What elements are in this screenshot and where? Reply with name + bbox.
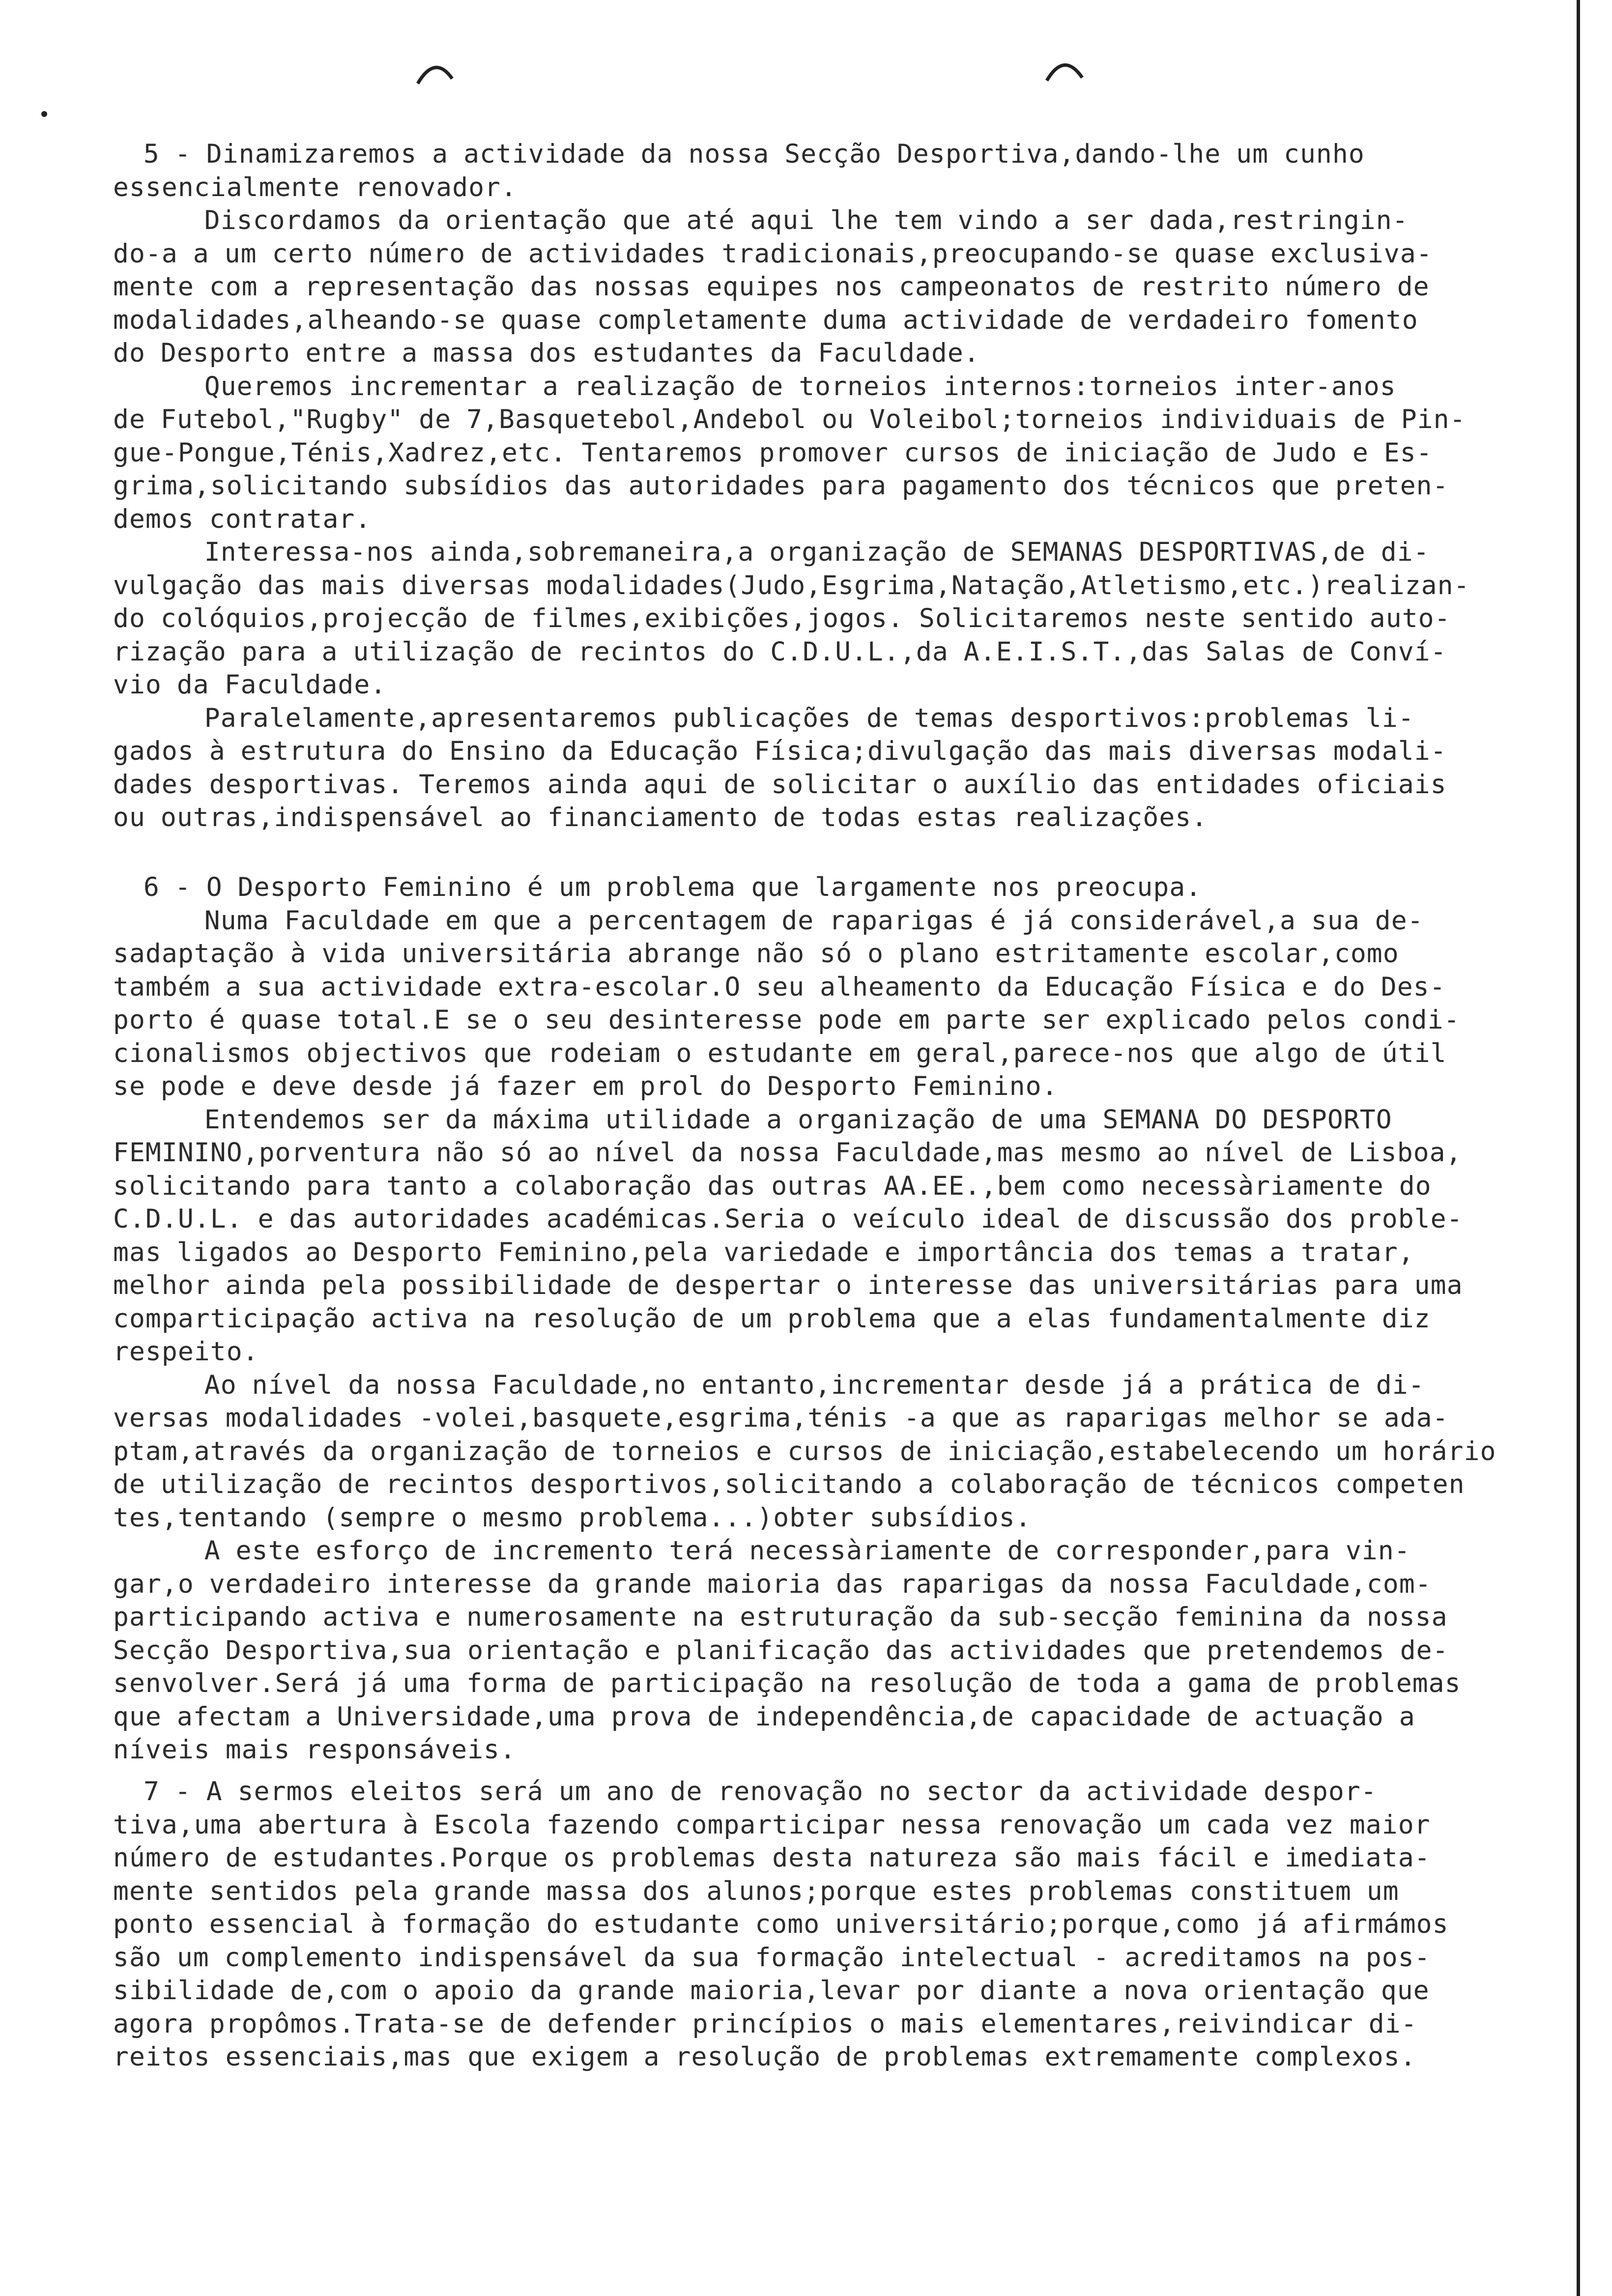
- text-line: sadaptação à vida universitária abrange não só o plano estritamente escolar,como: [113, 939, 1399, 969]
- text-line: FEMININO,porventura não só ao nível da nossa Faculdade,mas mesmo ao nível de Lisboa,: [113, 1138, 1462, 1168]
- text-line: do colóquios,projecção de filmes,exibições,jogos. Solicitaremos neste sentido auto-: [113, 603, 1451, 633]
- text-line: também a sua actividade extra-escolar.O seu alheamento da Educação Física e do Des-: [113, 972, 1446, 1002]
- text-line: se pode e deve desde já fazer em prol do Desporto Feminino.: [113, 1071, 1058, 1101]
- text-line: agora propômos.Trata-se de defender princípios o mais elementares,reivindicar di-: [113, 2009, 1417, 2039]
- text-line: demos contratar.: [113, 504, 372, 534]
- text-line: gar,o verdadeiro interesse da grande maioria das raparigas da nossa Faculdade,com-: [113, 1569, 1432, 1599]
- margin-dot: [41, 111, 47, 117]
- text-line: grima,solicitando subsídios das autoridades para pagamento dos técnicos que preten-: [113, 471, 1449, 501]
- text-line: Secção Desportiva,sua orientação e planificação das actividades que pretendemos de-: [113, 1635, 1449, 1665]
- text-line: dades desportivas. Teremos ainda aqui de solicitar o auxílio das entidades oficiais: [113, 769, 1447, 800]
- text-line: A este esforço de incremento terá necessàriamente de corresponder,para vin-: [113, 1536, 1410, 1566]
- text-line: são um complemento indispensável da sua formação intelectual - acreditamos na pos-: [113, 1942, 1431, 1973]
- text-line: gue-Pongue,Ténis,Xadrez,etc. Tentaremos promover cursos de iniciação de Judo e Es-: [113, 437, 1433, 468]
- text-line: do Desporto entre a massa dos estudantes da Faculdade.: [113, 338, 980, 368]
- text-line: vio da Faculdade.: [113, 670, 387, 700]
- text-line: mas ligados ao Desporto Feminino,pela variedade e importância dos temas a tratar,: [113, 1237, 1414, 1267]
- text-line: Numa Faculdade em que a percentagem de raparigas é já considerável,a sua de-: [113, 905, 1424, 936]
- text-line: tes,tentando (sempre o mesmo problema...)obter subsídios.: [113, 1502, 1032, 1533]
- text-line: que afectam a Universidade,uma prova de independência,de capacidade de actuação a: [113, 1701, 1415, 1732]
- text-line: do-a a um certo número de actividades tradicionais,preocupando-se quase exclusiva-: [113, 238, 1433, 269]
- text-line: ptam,através da organização de torneios e cursos de iniciação,estabelecendo um horário: [113, 1436, 1497, 1466]
- text-line: senvolver.Será já uma forma de participação na resolução de toda a gama de problemas: [113, 1668, 1461, 1698]
- text-line: C.D.U.L. e das autoridades académicas.Seria o veículo ideal de discussão dos proble-: [113, 1204, 1463, 1234]
- text-line: número de estudantes.Porque os problemas desta natureza são mais fácil e imediata-: [113, 1843, 1431, 1873]
- text-line: comparticipação activa na resolução de um problema que a elas fundamentalmente diz: [113, 1303, 1431, 1334]
- text-line: reitos essenciais,mas que exigem a resolução de problemas extremamente complexos.: [113, 2042, 1416, 2072]
- text-line: essencialmente renovador.: [113, 172, 517, 202]
- text-line: versas modalidades -volei,basquete,esgrima,ténis -a que as raparigas melhor se ada-: [113, 1403, 1449, 1433]
- text-line: Ao nível da nossa Faculdade,no entanto,incrementar desde já a prática de di-: [113, 1370, 1425, 1400]
- text-line: 5 - Dinamizaremos a actividade da nossa Secção Desportiva,dando-lhe um cunho: [113, 139, 1365, 169]
- text-line: rização para a utilização de recintos do C.D.U.L.,da A.E.I.S.T.,das Salas de Conví-: [113, 636, 1447, 667]
- text-line: respeito.: [113, 1337, 259, 1367]
- section-7-renovacao: [113, 1775, 1583, 2074]
- text-line: sibilidade de,com o apoio da grande maioria,levar por diante a nova orientação que: [113, 1976, 1430, 2006]
- text-line: ponto essencial à formação do estudante como universitário;porque,como já afirmámos: [113, 1909, 1449, 1939]
- text-line: Interessa-nos ainda,sobremaneira,a organização de SEMANAS DESPORTIVAS,de di-: [113, 537, 1430, 567]
- text-line: solicitando para tanto a colaboração das outras AA.EE.,bem como necessàriamente do: [113, 1171, 1432, 1201]
- text-line: 7 - A sermos eleitos será um ano de renovação no sector da actividade despor-: [113, 1777, 1377, 1807]
- text-line: tiva,uma abertura à Escola fazendo comparticipar nessa renovação um cada vez maior: [113, 1809, 1431, 1840]
- text-line: 6 - O Desporto Feminino é um problema que largamente nos preocupa.: [113, 872, 1202, 902]
- scan-mark-right: [1042, 47, 1086, 91]
- text-line: modalidades,alheando-se quase completamente duma actividade de verdadeiro fomento: [113, 305, 1418, 335]
- text-line: participando activa e numerosamente na estruturação da sub-secção feminina da nossa: [113, 1602, 1448, 1632]
- text-line: Paralelamente,apresentaremos publicações de temas desportivos:problemas li-: [113, 703, 1414, 733]
- text-line: gados à estrutura do Ensino da Educação Física;divulgação das mais diversas modali-: [113, 736, 1447, 766]
- text-line: mente sentidos pela grande massa dos alunos;porque estes problemas constituem um: [113, 1876, 1399, 1906]
- text-line: melhor ainda pela possibilidade de despertar o interesse das universitárias para uma: [113, 1270, 1463, 1300]
- text-line: níveis mais responsáveis.: [113, 1735, 516, 1765]
- text-line: Entendemos ser da máxima utilidade a organização de uma SEMANA DO DESPORTO: [113, 1104, 1392, 1135]
- text-line: de Futebol,"Rugby" de 7,Basquetebol,Andebol ou Voleibol;torneios individuais de Pin-: [113, 404, 1466, 434]
- text-line: cionalismos objectivos que rodeiam o estudante em geral,parece-nos que algo de útil: [113, 1038, 1447, 1068]
- text-line: Queremos incrementar a realização de torneios internos:torneios inter-anos: [113, 371, 1396, 402]
- text-line: ou outras,indispensável ao financiamento de todas estas realizações.: [113, 803, 1208, 832]
- text-line: vulgação das mais diversas modalidades(Judo,Esgrima,Natação,Atletismo,etc.)realizan-: [113, 570, 1470, 601]
- text-line: mente com a representação das nossas equipes nos campeonatos de restrito número de: [113, 272, 1430, 302]
- text-line: Discordamos da orientação que até aqui lhe tem vindo a ser dada,restringin-: [113, 205, 1409, 235]
- text-line: porto é quase total.E se o seu desinteresse pode em parte ser explicado pelos condi-: [113, 1005, 1460, 1035]
- section-5-desporto-seccao: [113, 138, 1583, 834]
- text-line: de utilização de recintos desportivos,solicitando a colaboração de técnicos competen: [113, 1469, 1465, 1499]
- section-6-desporto-feminino: [113, 871, 1583, 1767]
- scan-mark-left: [413, 49, 457, 93]
